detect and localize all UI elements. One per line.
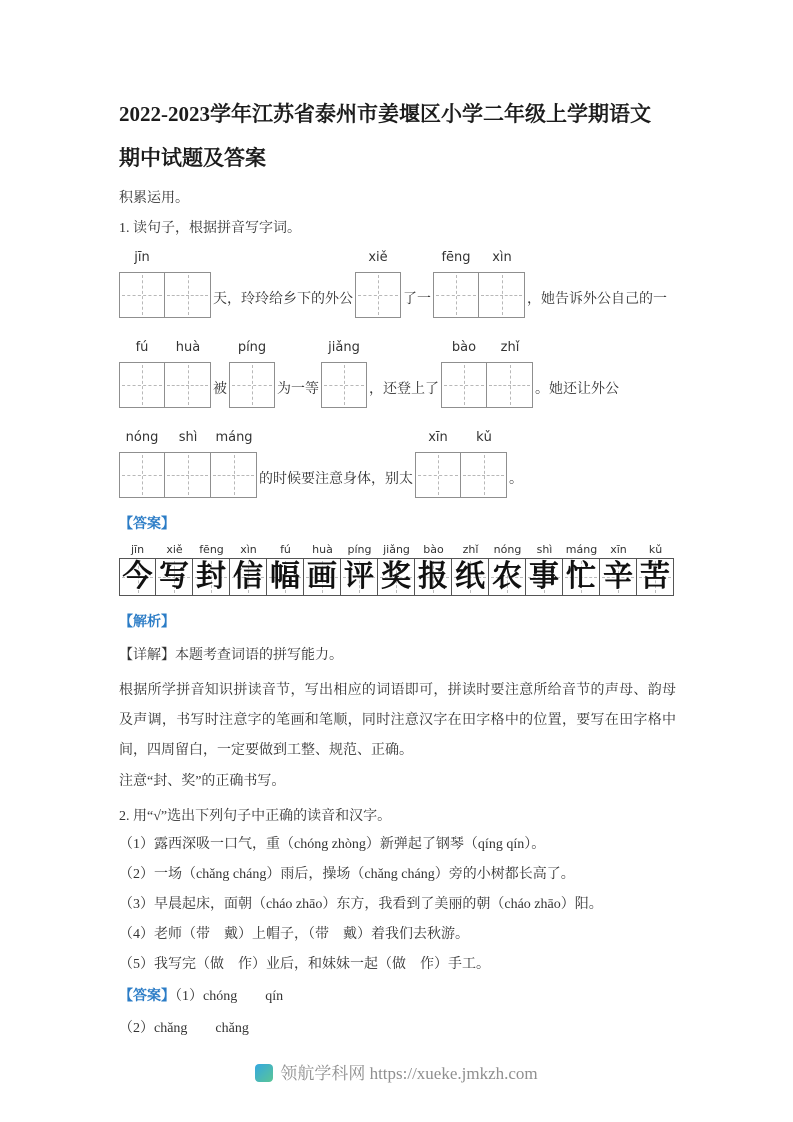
answer-character: 今 (122, 559, 153, 594)
tianzige-cell (433, 272, 479, 318)
answer2-line-2: （2）chǎng chǎng (119, 1021, 249, 1036)
answer-pinyin: xīn (610, 543, 627, 556)
tianzige-cell (119, 452, 165, 498)
writing-grid (119, 338, 211, 408)
answer-cell (452, 542, 489, 596)
tianzige-cell (355, 272, 401, 318)
tianzige-cell (526, 558, 563, 596)
pinyin-label: máng (215, 430, 253, 445)
answer-pinyin: xìn (240, 543, 257, 556)
answer-cell (637, 542, 674, 596)
answer-pinyin: bào (423, 543, 444, 556)
answer-cell (563, 542, 600, 596)
question1-prompt: 1. 读句子，根据拼音写字词。 (119, 221, 301, 236)
question2-items (119, 830, 676, 980)
answer-cell (304, 542, 341, 596)
answer-character: 评 (344, 559, 374, 594)
answer-pinyin: píng (347, 543, 372, 556)
tianzige-cell (230, 558, 267, 596)
answer2-text-1: （1）chóng qín (175, 989, 284, 1004)
tianzige-cell (304, 558, 341, 596)
writing-grid (355, 248, 401, 318)
tianzige-cell (415, 452, 461, 498)
analysis-detail: 【详解】本题考查词语的拼写能力。 (119, 648, 343, 663)
answer-character: 辛 (603, 559, 633, 594)
question2-item: （4）老师（带 戴）上帽子，（带 戴）着我们去秋游。 (119, 927, 469, 942)
answer-character: 纸 (455, 559, 485, 594)
tianzige-cell (637, 558, 674, 596)
answer1-label: 【答案】 (119, 517, 175, 532)
tianzige-cell (229, 362, 275, 408)
answer-character: 奖 (381, 559, 411, 594)
analysis-label: 【解析】 (119, 615, 175, 630)
tianzige-cell (441, 362, 487, 408)
answer-character: 封 (196, 559, 226, 594)
title-line-2: 期中试题及答案 (119, 146, 266, 170)
answer-pinyin: huà (312, 543, 333, 556)
answer-character: 报 (418, 559, 448, 594)
answer-cell (526, 542, 563, 596)
pinyin-label: kǔ (476, 430, 492, 445)
answer-cell (341, 542, 378, 596)
watermark-text: 领航学科网 https://xueke.jmkzh.com (280, 1064, 538, 1083)
answer-cell (267, 542, 304, 596)
analysis-paragraph: 根据所学拼音知识拼读音节，写出相应的词语即可，拼读时要注意所给音节的声母、韵母及声调，书写时注意字的笔画和笔顺，同时注意汉字在田字格中的位置，要写在田字格中间，四周留白，一定要做到工整、规范、正确。 (119, 683, 676, 758)
question2-item: （3）早晨起床，面朝（cháo zhāo）东方，我看到了美丽的朝（cháo zhāo）阳。 (119, 897, 603, 912)
sentence-text: 。她还让外公 (535, 382, 619, 397)
sentence-text: ，她告诉外公自己的一 (527, 292, 667, 307)
tianzige-cell (600, 558, 637, 596)
tianzige-cell (489, 558, 526, 596)
pinyin-label: nóng (125, 430, 159, 445)
answer-cell (489, 542, 526, 596)
question2-item: （2）一场（chǎng cháng）雨后，操场（chǎng cháng）旁的小树都长高了。 (119, 867, 575, 882)
question2-prompt: 2. 用“√”选出下列句子中正确的读音和汉字。 (119, 809, 392, 824)
tianzige-cell (165, 452, 211, 498)
pinyin-label: huà (175, 340, 201, 355)
answer-pinyin: kǔ (648, 543, 663, 556)
answer-pinyin: nóng (493, 543, 522, 556)
tianzige-cell (341, 558, 378, 596)
question2-item: （1）露西深吸一口气，重（chóng zhòng）新弹起了钢琴（qíng qín）。 (119, 837, 546, 852)
answer2-line-1 (119, 982, 676, 1012)
answer-cell (378, 542, 415, 596)
question1-fill-rows (119, 248, 676, 498)
answer1-grid (119, 542, 676, 596)
answer-character: 信 (233, 559, 263, 594)
question2-item: （5）我写完（做 作）业后，和妹妹一起（做 作）手工。 (119, 957, 490, 972)
tianzige-cell (452, 558, 489, 596)
tianzige-cell (267, 558, 304, 596)
answer-pinyin: xiě (166, 543, 183, 556)
writing-grid (119, 248, 211, 318)
answer-pinyin: máng (565, 543, 598, 556)
pinyin-label: zhǐ (500, 340, 520, 355)
tianzige-cell (479, 272, 525, 318)
pinyin-label: jīn (134, 250, 150, 265)
writing-grid (441, 338, 533, 408)
pinyin-label: fēng (441, 250, 471, 265)
pinyin-label: bào (451, 340, 477, 355)
answer-character: 忙 (566, 559, 596, 594)
pinyin-label: xiě (368, 250, 388, 265)
answer-character: 苦 (640, 559, 670, 594)
tianzige-cell (211, 452, 257, 498)
site-watermark[interactable] (0, 1062, 793, 1086)
answer-pinyin: fēng (199, 543, 224, 556)
answer-cell (415, 542, 452, 596)
answer-pinyin: jiǎng (383, 543, 410, 556)
answer-pinyin: shì (536, 543, 553, 556)
writing-grid (119, 428, 257, 498)
page-title (119, 92, 676, 180)
answer-character: 画 (307, 559, 337, 594)
sentence-text: 天，玲玲给乡下的外公 (213, 292, 353, 307)
answer-pinyin: jīn (130, 543, 145, 556)
analysis-note: 注意“封、奖”的正确书写。 (119, 774, 286, 789)
pinyin-label: fú (135, 340, 149, 355)
answer-cell (156, 542, 193, 596)
tianzige-cell (119, 272, 165, 318)
tianzige-cell (378, 558, 415, 596)
document-content (119, 92, 676, 1044)
tianzige-cell (156, 558, 193, 596)
writing-grid (433, 248, 525, 318)
sentence-text: 了一 (403, 292, 431, 307)
fill-row (119, 428, 676, 498)
title-line-1: 2022-2023学年江苏省泰州市姜堰区小学二年级上学期语文 (119, 102, 651, 126)
pinyin-label: xìn (492, 250, 512, 265)
pinyin-label: píng (237, 340, 267, 355)
tianzige-cell (461, 452, 507, 498)
answer-cell (193, 542, 230, 596)
answer-pinyin: zhǐ (462, 543, 479, 556)
answer2-label: 【答案】 (119, 989, 175, 1004)
answer-cell (230, 542, 267, 596)
answer-character: 幅 (270, 559, 300, 594)
tianzige-cell (193, 558, 230, 596)
answer-character: 事 (529, 559, 559, 594)
answer-character: 农 (492, 559, 522, 594)
answer-character: 写 (159, 559, 189, 594)
sentence-text: 。 (509, 472, 523, 487)
section-heading: 积累运用。 (119, 191, 189, 206)
sentence-text: 为一等 (277, 382, 319, 397)
pinyin-label (165, 248, 211, 267)
tianzige-cell (487, 362, 533, 408)
pinyin-label: shì (178, 430, 198, 445)
pinyin-label: jiǎng (328, 340, 360, 355)
writing-grid (229, 338, 275, 408)
fill-row (119, 248, 676, 318)
tianzige-cell (165, 272, 211, 318)
sentence-text: 被 (213, 382, 227, 397)
answer-cell (119, 542, 156, 596)
fill-row (119, 338, 676, 408)
answer-pinyin: fú (280, 543, 291, 556)
tianzige-cell (415, 558, 452, 596)
tianzige-cell (321, 362, 367, 408)
answer-cell (600, 542, 637, 596)
writing-grid (321, 338, 367, 408)
tianzige-cell (119, 362, 165, 408)
tianzige-cell (119, 558, 156, 596)
tianzige-cell (563, 558, 600, 596)
watermark-logo-icon (255, 1064, 273, 1082)
sentence-text: 的时候要注意身体，别太 (259, 472, 413, 487)
pinyin-label: xīn (428, 430, 448, 445)
sentence-text: ，还登上了 (369, 382, 439, 397)
writing-grid (415, 428, 507, 498)
tianzige-cell (165, 362, 211, 408)
